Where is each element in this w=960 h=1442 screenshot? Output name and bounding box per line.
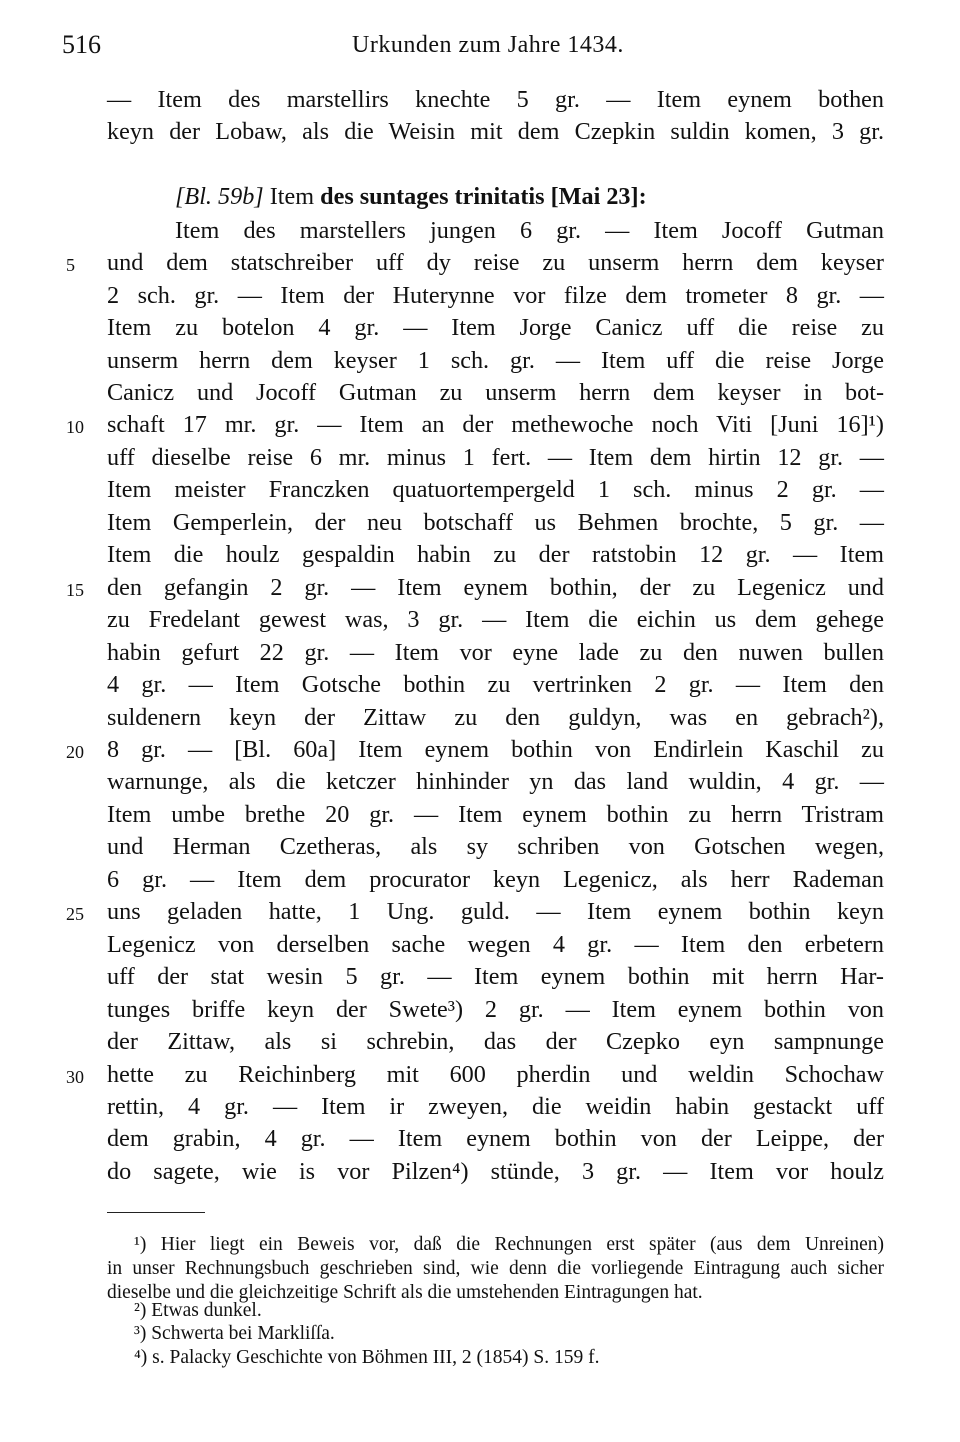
line-number: 25: [66, 904, 84, 924]
text-line: suldenern keyn der Zittaw zu den guldyn, was en gebrach²),: [107, 704, 884, 731]
page-number: 516: [62, 30, 101, 59]
text-line: unserm herrn dem keyser 1 sch. gr. — Item uff die reise Jorge: [107, 347, 884, 374]
text-line: warnunge, als die ketczer hinhinder yn das land wuldin, 4 gr. —: [107, 768, 884, 795]
text-line: Canicz und Jocoff Gutman zu unserm herrn dem keyser in bot-: [107, 379, 884, 406]
text-line: und dem statschreiber uff dy reise zu unserm herrn dem keyser: [107, 249, 884, 276]
text-line: schaft 17 mr. gr. — Item an der methewoche noch Viti [Juni 16]¹): [107, 411, 884, 438]
line-number: 5: [66, 255, 75, 275]
text-line: Item des marstellers jungen 6 gr. — Item Jocoff Gutman: [175, 217, 884, 244]
footnote-line: dieselbe und die gleichzeitige Schrift als die umstehenden Eintragungen hat.: [107, 1282, 703, 1303]
text-line: uff der stat wesin 5 gr. — Item eynem bothin mit herrn Har-: [107, 963, 884, 990]
text-line: keyn der Lobaw, als die Weisin mit dem Czepkin suldin komen, 3 gr.: [107, 118, 884, 145]
text-line: 6 gr. — Item dem procurator keyn Legenicz, als herr Rademan: [107, 866, 884, 893]
text-line: uff dieselbe reise 6 mr. minus 1 fert. — Item dem hirtin 12 gr. —: [107, 444, 884, 471]
text-line: tunges briffe keyn der Swete³) 2 gr. — Item eynem bothin von: [107, 996, 884, 1023]
footnote-line: in unser Rechnungsbuch geschrieben sind, wie denn die vorliegende Eintragung auch sicher: [107, 1258, 884, 1279]
line-number: 30: [66, 1067, 84, 1087]
text-line: — Item des marstellirs knechte 5 gr. — Item eynem bothen: [107, 86, 884, 113]
text-line: den gefangin 2 gr. — Item eynem bothin, der zu Legenicz und: [107, 574, 884, 601]
heading-item: Item: [263, 183, 321, 210]
text-line: Item umbe brethe 20 gr. — Item eynem bothin zu herrn Tristram: [107, 801, 884, 828]
text-line: 8 gr. — [Bl. 60a] Item eynem bothin von Endirlein Kaschil zu: [107, 736, 884, 763]
text-line: Item Gemperlein, der neu botschaff us Behmen brochte, 5 gr. —: [107, 509, 884, 536]
text-line: Item meister Franczken quatuortempergeld 1 sch. minus 2 gr. —: [107, 476, 884, 503]
running-title: Urkunden zum Jahre 1434.: [352, 32, 624, 58]
heading-date: des suntages trinitatis [Mai 23]:: [320, 183, 647, 210]
text-line: hette zu Reichinberg mit 600 pherdin und weldin Schochaw: [107, 1061, 884, 1088]
line-number: 15: [66, 580, 84, 600]
section-heading: [175, 181, 884, 213]
text-line: dem grabin, 4 gr. — Item eynem bothin von der Leippe, der: [107, 1125, 884, 1152]
text-line: zu Fredelant gewest was, 3 gr. — Item die eichin us dem gehege: [107, 606, 884, 633]
line-number: 10: [66, 417, 84, 437]
footnote-line: ⁴) s. Palacky Geschichte von Böhmen III, 2 (1854) S. 159 f.: [134, 1347, 600, 1368]
text-line: do sagete, wie is vor Pilzen⁴) stünde, 3 gr. — Item vor houlz: [107, 1158, 884, 1185]
text-line: uns geladen hatte, 1 Ung. guld. — Item eynem bothin keyn: [107, 898, 884, 925]
text-line: und Herman Czetheras, als sy schriben von Gotschen wegen,: [107, 833, 884, 860]
text-line: 4 gr. — Item Gotsche bothin zu vertrinken 2 gr. — Item den: [107, 671, 884, 698]
folio-reference: [Bl. 59b]: [175, 183, 264, 210]
footnote-divider: [107, 1212, 205, 1213]
footnote-line: ³) Schwerta bei Markliſſa.: [134, 1323, 335, 1344]
text-line: der Zittaw, als si schrebin, das der Czepko eyn sampnunge: [107, 1028, 884, 1055]
line-number: 20: [66, 742, 84, 762]
footnote-line: ¹) Hier liegt ein Beweis vor, daß die Rechnungen erst später (aus dem Unreinen): [134, 1234, 884, 1255]
text-line: habin gefurt 22 gr. — Item vor eyne lade zu den nuwen bullen: [107, 639, 884, 666]
text-line: Legenicz von derselben sache wegen 4 gr. — Item den erbetern: [107, 931, 884, 958]
text-line: 2 sch. gr. — Item der Huterynne vor filze dem trometer 8 gr. —: [107, 282, 884, 309]
footnote-line: ²) Etwas dunkel.: [134, 1300, 262, 1321]
text-line: Item die houlz gespaldin habin zu der ratstobin 12 gr. — Item: [107, 541, 884, 568]
page-header: [62, 30, 882, 70]
text-line: rettin, 4 gr. — Item ir zweyen, die weidin habin gestackt uff: [107, 1093, 884, 1120]
text-line: Item zu botelon 4 gr. — Item Jorge Canicz uff die reise zu: [107, 314, 884, 341]
